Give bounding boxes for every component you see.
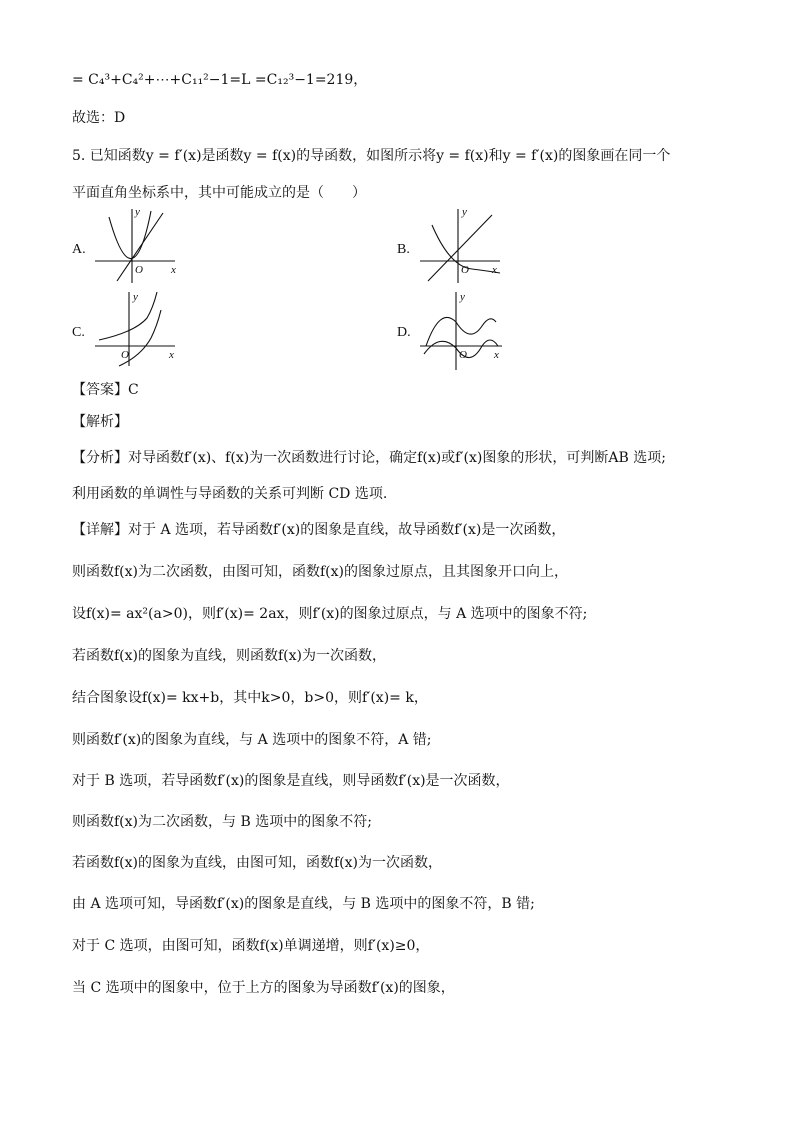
option-c-graph bbox=[95, 288, 185, 368]
origin-label: O bbox=[459, 349, 467, 361]
detail-line-8: 则函数f(x)为二次函数，与 B 选项中的图象不符; bbox=[72, 814, 372, 830]
detail-line-12: 当 C 选项中的图象中，位于上方的图象为导函数f′(x)的图象， bbox=[72, 980, 455, 996]
parabola-curve bbox=[109, 211, 151, 259]
x-label: x bbox=[494, 349, 499, 361]
answer-choice-line: 故选：D bbox=[72, 110, 126, 126]
option-a-label: A. bbox=[72, 242, 86, 257]
detail-line-11: 对于 C 选项，由图可知，函数f(x)单调递增，则f′(x)≥0， bbox=[72, 938, 430, 954]
x-label: x bbox=[169, 349, 174, 361]
detail-line-7: 对于 B 选项，若导函数f′(x)的图象是直线，则导函数f′(x)是一次函数， bbox=[72, 773, 510, 789]
y-label: y bbox=[462, 206, 467, 218]
detail-line-5: 结合图象设f(x)= kx+b，其中k>0，b>0，则f′(x)= k， bbox=[72, 690, 428, 706]
question-5-line-2: 平面直角坐标系中，其中可能成立的是（ ） bbox=[72, 185, 366, 201]
origin-label: O bbox=[135, 264, 143, 276]
y-label: y bbox=[135, 206, 140, 218]
line-curve bbox=[428, 215, 492, 281]
origin-label: O bbox=[461, 264, 469, 276]
option-c-label: C. bbox=[72, 325, 85, 340]
detail-line-1: 【详解】对于 A 选项，若导函数f′(x)的图象是直线，故导函数f′(x)是一次函数， bbox=[72, 522, 566, 538]
analysis-line-2: 利用函数的单调性与导函数的关系可判断 CD 选项. bbox=[72, 486, 388, 502]
answer-line: 【答案】C bbox=[72, 382, 139, 398]
x-label: x bbox=[171, 264, 176, 276]
x-label: x bbox=[492, 264, 497, 276]
y-label: y bbox=[133, 291, 138, 303]
question-5-line-1: 5. 已知函数y = f′(x)是函数y = f(x)的导函数，如图所示将y = f(x)和y = f′(x)的图象画在同一个 bbox=[72, 148, 671, 164]
detail-line-2: 则函数f(x)为二次函数，由图可知，函数f(x)的图象过原点，且其图象开口向上， bbox=[72, 564, 568, 580]
formula-line: = C₄³+C₄²+⋯+C₁₁²−1=L =C₁₂³−1=219， bbox=[72, 72, 368, 88]
analysis-heading: 【解析】 bbox=[72, 414, 128, 430]
detail-line-4: 若函数f(x)的图象为直线，则函数f(x)为一次函数， bbox=[72, 648, 387, 664]
option-d-label: D. bbox=[397, 325, 411, 340]
option-d-graph bbox=[420, 288, 510, 373]
analysis-line-1: 【分析】对导函数f′(x)、f(x)为一次函数进行讨论，确定f(x)或f′(x)图象的形状，可判断AB 选项; bbox=[72, 450, 666, 466]
detail-line-6: 则函数f′(x)的图象为直线，与 A 选项中的图象不符，A 错; bbox=[72, 732, 432, 748]
option-b-graph bbox=[420, 205, 510, 285]
y-label: y bbox=[460, 291, 465, 303]
detail-line-10: 由 A 选项可知，导函数f′(x)的图象是直线，与 B 选项中的图象不符，B 错; bbox=[72, 896, 535, 912]
detail-line-9: 若函数f(x)的图象为直线，由图可知，函数f(x)为一次函数， bbox=[72, 855, 443, 871]
option-b-label: B. bbox=[397, 242, 410, 257]
option-a-graph bbox=[95, 205, 185, 285]
detail-line-3: 设f(x)= ax²(a>0)，则f′(x)= 2ax，则f′(x)的图象过原点，与 A 选项中的图象不符; bbox=[72, 606, 588, 622]
upper-curve bbox=[99, 292, 157, 340]
origin-label: O bbox=[121, 349, 129, 361]
